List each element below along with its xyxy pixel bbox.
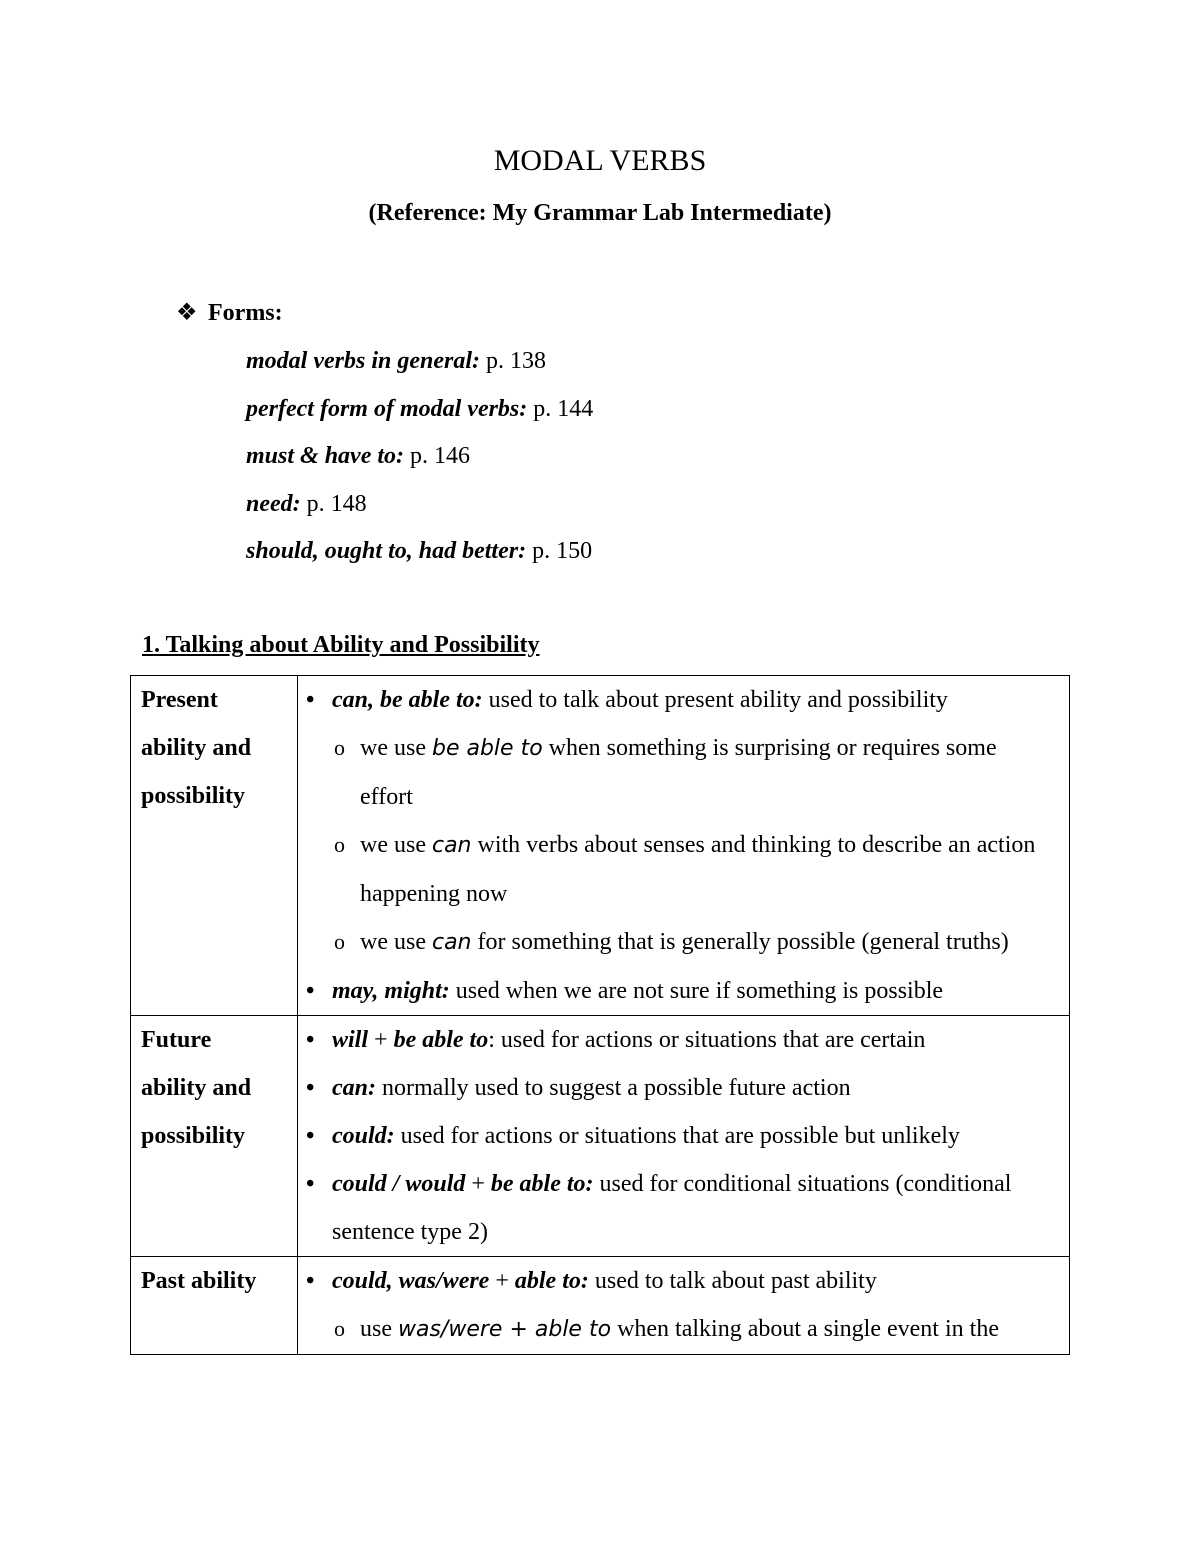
usage-text: used to talk about present ability and possibility (482, 687, 948, 713)
usage-text: used when we are not sure if something is possible (449, 978, 944, 1004)
modal-term: be able to (393, 1027, 489, 1053)
bullet-item (306, 1064, 1055, 1112)
forms-list-item (246, 344, 593, 392)
forms-item-label: must & have to: (246, 443, 405, 469)
table-row (131, 1016, 1070, 1257)
forms-item-page: p. 138 (480, 348, 546, 374)
modal-term: could: (332, 1123, 395, 1149)
forms-list-item (246, 392, 593, 440)
bullet-item (306, 1016, 1055, 1064)
plus-sign: + (489, 1268, 515, 1294)
section-heading: 1. Talking about Ability and Possibility (142, 632, 540, 658)
forms-list-item (246, 439, 593, 487)
table-row (131, 1257, 1070, 1355)
row-header-line: Present (141, 687, 218, 713)
usage-text: with verbs about senses and thinking to describe an action happening now (360, 832, 1036, 907)
bullet-item (306, 1160, 1055, 1256)
forms-item-label: should, ought to, had better: (246, 538, 527, 564)
usage-text: used for actions or situations that are possible but unlikely (394, 1123, 960, 1149)
sub-bullet-item (306, 1305, 1055, 1354)
forms-item-label: need: (246, 490, 301, 517)
row-header-line: ability and (141, 735, 252, 761)
row-content (298, 1016, 1070, 1257)
forms-list-item (246, 487, 593, 535)
usage-text: we use (360, 929, 432, 955)
sub-bullet-item (306, 918, 1055, 967)
row-header-line: Past ability (141, 1268, 257, 1294)
forms-heading-label: Forms: (208, 300, 283, 326)
modal-term: will (332, 1027, 369, 1053)
sub-bullet-item (306, 821, 1055, 918)
row-header-line: ability and (141, 1075, 252, 1101)
forms-list-item (246, 534, 593, 582)
example-term: can (431, 833, 472, 858)
usage-text: we use (360, 735, 432, 761)
example-term: can (431, 930, 472, 955)
modal-term: could, was/were (332, 1268, 490, 1294)
row-header (131, 1257, 298, 1355)
forms-item-label: perfect form of modal verbs: (246, 395, 528, 422)
row-header (131, 676, 298, 1016)
usage-text: we use (360, 832, 432, 858)
modal-term: could / would (332, 1171, 466, 1197)
row-header-line: possibility (141, 783, 246, 809)
row-content (298, 1257, 1070, 1355)
row-content (298, 676, 1070, 1016)
example-term: was/were + able to (398, 1317, 612, 1342)
usage-text: when something is surprising or requires some effort (360, 735, 997, 810)
forms-heading (176, 296, 283, 330)
usage-text: used for conditional situations (conditional sentence type 2) (332, 1171, 1012, 1245)
row-header-line: possibility (141, 1123, 246, 1149)
row-header (131, 1016, 298, 1257)
modal-term: able to: (514, 1268, 589, 1294)
modal-term: can: (332, 1075, 376, 1101)
bullet-item (306, 676, 1055, 724)
forms-list (246, 344, 593, 582)
forms-item-label: modal verbs in general: (246, 348, 480, 374)
usage-text: normally used to suggest a possible future action (376, 1075, 851, 1101)
modal-term: may, might: (332, 978, 450, 1004)
forms-item-page: p. 144 (527, 395, 594, 422)
forms-item-page: p. 150 (526, 538, 593, 564)
diamond-bullet-icon: ❖ (176, 300, 198, 326)
usage-text: use (360, 1316, 398, 1342)
ability-table (130, 675, 1070, 1355)
table-row (131, 676, 1070, 1016)
bullet-item (306, 967, 1055, 1015)
usage-text: : used for actions or situations that are certain (488, 1027, 926, 1053)
usage-text: for something that is generally possible (general truths) (471, 929, 1009, 955)
row-header-line: Future (141, 1027, 212, 1053)
plus-sign: + (465, 1171, 491, 1197)
sub-bullet-item (306, 724, 1055, 821)
usage-text: used to talk about past ability (588, 1268, 877, 1294)
bullet-item (306, 1112, 1055, 1160)
modal-term: be able to: (490, 1171, 594, 1197)
usage-text: when talking about a single event in the (611, 1316, 999, 1342)
forms-item-page: p. 148 (300, 490, 367, 517)
document-subtitle: (Reference: My Grammar Lab Intermediate) (368, 200, 832, 226)
modal-term: can, be able to: (332, 687, 483, 713)
document-title: MODAL VERBS (493, 144, 707, 177)
plus-sign: + (368, 1027, 394, 1053)
example-term: be able to (431, 736, 543, 761)
forms-item-page: p. 146 (404, 443, 471, 469)
bullet-item (306, 1257, 1055, 1305)
